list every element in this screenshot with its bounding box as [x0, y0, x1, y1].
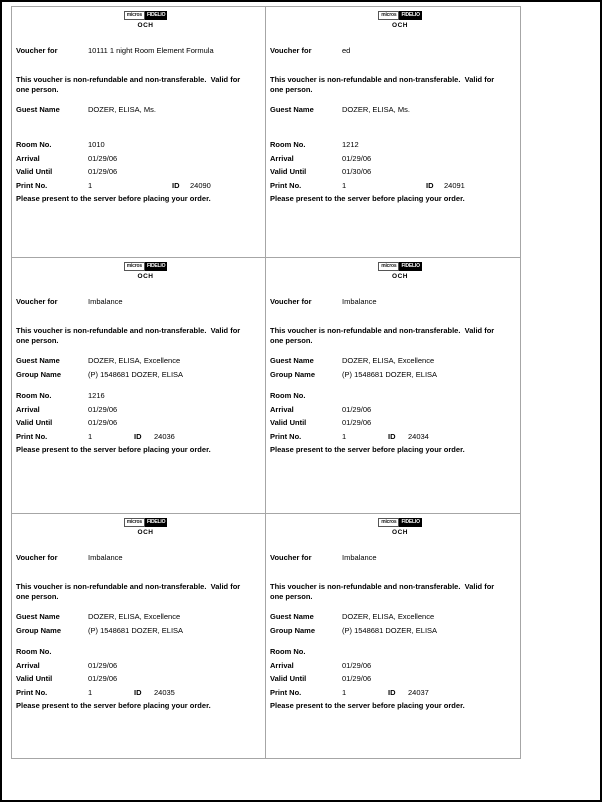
- valid-until-label: Valid Until: [16, 674, 53, 683]
- group-name-label: Group Name: [16, 369, 62, 379]
- terms-line1: This voucher is non-refundable and non-transferable. Valid for: [16, 75, 241, 84]
- property-code: OCH: [392, 273, 408, 280]
- property-code: OCH: [137, 529, 154, 536]
- print-no-row: [12, 433, 265, 443]
- valid-until-row: [266, 168, 520, 178]
- brand-header: [12, 262, 265, 281]
- valid-until-row: [266, 419, 520, 429]
- voucher-for-row: [266, 298, 520, 308]
- property-code: OCH: [137, 273, 154, 280]
- arrival-value: 01/29/06: [342, 153, 372, 163]
- guest-name-row: [266, 106, 520, 116]
- print-no-value: 1: [342, 687, 347, 697]
- group-name-value: (P) 1548681 DOZER, ELISA: [342, 369, 438, 379]
- room-no-label: Room No.: [270, 140, 306, 149]
- group-name-value: (P) 1548681 DOZER, ELISA: [88, 369, 184, 379]
- group-name-label: Group Name: [270, 625, 316, 635]
- print-no-value: 1: [88, 687, 93, 697]
- voucher-for-value: Imbalance: [342, 553, 377, 562]
- print-no-row: [266, 689, 520, 699]
- micros-fidelio-logo-icon: [378, 518, 422, 527]
- guest-name-value: DOZER, ELISA, Excellence: [342, 612, 435, 621]
- micros-fidelio-logo-icon: [124, 262, 168, 271]
- arrival-label: Arrival: [16, 404, 40, 414]
- arrival-row: [266, 662, 520, 672]
- valid-until-row: [266, 675, 520, 685]
- group-name-row: [12, 371, 265, 381]
- valid-until-label: Valid Until: [16, 167, 53, 176]
- print-no-row: [266, 433, 520, 443]
- terms-text: [16, 582, 259, 601]
- footer-note: Please present to the server before placing your order.: [270, 445, 465, 454]
- voucher-for-value: Imbalance: [88, 553, 123, 562]
- terms-line1: This voucher is non-refundable and non-transferable. Valid for: [16, 582, 241, 591]
- room-no-value: 1212: [342, 140, 359, 149]
- terms-line1: This voucher is non-refundable and non-transferable. Valid for: [270, 326, 495, 335]
- guest-name-value: DOZER, ELISA, Excellence: [342, 356, 435, 365]
- valid-until-value: 01/29/06: [342, 674, 372, 683]
- footer-note: Please present to the server before placing your order.: [16, 194, 211, 203]
- valid-until-value: 01/29/06: [88, 167, 118, 176]
- guest-name-label: Guest Name: [16, 612, 60, 621]
- room-no-label: Room No.: [16, 391, 52, 400]
- room-no-value: 1010: [88, 140, 105, 149]
- voucher-for-value: ed: [342, 46, 351, 55]
- terms-line1: This voucher is non-refundable and non-transferable. Valid for: [16, 326, 241, 335]
- id-value: 24035: [154, 687, 175, 697]
- micros-fidelio-logo-icon: [378, 262, 422, 271]
- id-label: ID: [172, 180, 180, 190]
- arrival-value: 01/29/06: [342, 660, 372, 670]
- room-no-label: Room No.: [16, 647, 52, 656]
- id-label: ID: [134, 687, 142, 697]
- valid-until-value: 01/29/06: [88, 418, 118, 427]
- brand-header: [12, 11, 265, 30]
- guest-name-value: DOZER, ELISA, Ms.: [342, 105, 410, 114]
- guest-name-label: Guest Name: [270, 612, 314, 621]
- print-no-row: [12, 689, 265, 699]
- print-no-label: Print No.: [270, 431, 302, 441]
- print-no-label: Print No.: [270, 687, 302, 697]
- logo-micros: micros: [378, 518, 399, 527]
- valid-until-label: Valid Until: [270, 418, 307, 427]
- group-name-value: (P) 1548681 DOZER, ELISA: [342, 625, 438, 635]
- valid-until-row: [12, 168, 265, 178]
- room-no-row: [266, 141, 520, 151]
- group-name-row: [266, 371, 520, 381]
- logo-micros: micros: [124, 518, 145, 527]
- terms-line2: one person.: [270, 591, 313, 601]
- arrival-label: Arrival: [270, 404, 294, 414]
- valid-until-row: [12, 419, 265, 429]
- print-no-value: 1: [88, 431, 93, 441]
- voucher-for-value: Imbalance: [342, 297, 377, 306]
- voucher-for-label: Voucher for: [270, 553, 312, 562]
- guest-name-value: DOZER, ELISA, Excellence: [88, 612, 181, 621]
- arrival-row: [12, 155, 265, 165]
- logo-micros: micros: [124, 262, 145, 271]
- guest-name-row: [12, 106, 265, 116]
- terms-text: [16, 75, 259, 94]
- arrival-value: 01/29/06: [88, 660, 118, 670]
- voucher-card: [12, 258, 266, 514]
- id-value: 24091: [444, 180, 465, 190]
- voucher-for-row: [266, 47, 520, 57]
- guest-name-label: Guest Name: [270, 356, 314, 365]
- voucher-for-value: 10111 1 night Room Element Formula: [88, 46, 214, 55]
- voucher-for-row: [12, 298, 265, 308]
- logo-micros: micros: [378, 11, 399, 20]
- voucher-card: [266, 258, 520, 514]
- voucher-for-label: Voucher for: [270, 297, 312, 306]
- voucher-for-value: Imbalance: [88, 297, 123, 306]
- id-label: ID: [134, 431, 142, 441]
- valid-until-label: Valid Until: [270, 167, 307, 176]
- valid-until-row: [12, 675, 265, 685]
- logo-fidelio: FIDELIO: [401, 263, 420, 269]
- footer-note: Please present to the server before placing your order.: [16, 701, 211, 710]
- room-no-row: [266, 392, 520, 402]
- guest-name-row: [266, 357, 520, 367]
- brand-header: [266, 262, 520, 281]
- id-value: 24036: [154, 431, 175, 441]
- logo-fidelio: FIDELIO: [401, 12, 420, 18]
- valid-until-value: 01/30/06: [342, 167, 372, 176]
- voucher-for-row: [12, 47, 265, 57]
- arrival-label: Arrival: [270, 660, 294, 670]
- micros-fidelio-logo-icon: [124, 518, 168, 527]
- guest-name-value: DOZER, ELISA, Ms.: [88, 105, 156, 114]
- logo-fidelio: FIDELIO: [146, 12, 166, 18]
- id-label: ID: [388, 431, 396, 441]
- logo-fidelio: FIDELIO: [146, 519, 166, 525]
- micros-fidelio-logo-icon: [124, 11, 168, 20]
- guest-name-row: [12, 613, 265, 623]
- footer-note: Please present to the server before placing your order.: [270, 194, 465, 203]
- brand-header: [266, 518, 520, 537]
- arrival-value: 01/29/06: [88, 153, 118, 163]
- voucher-card: [12, 7, 266, 258]
- id-value: 24034: [408, 431, 429, 441]
- print-no-row: [12, 182, 265, 192]
- arrival-row: [12, 406, 265, 416]
- print-no-label: Print No.: [16, 180, 48, 190]
- arrival-label: Arrival: [16, 153, 40, 163]
- valid-until-label: Valid Until: [270, 674, 307, 683]
- group-name-value: (P) 1548681 DOZER, ELISA: [88, 625, 184, 635]
- property-code: OCH: [392, 529, 408, 536]
- brand-header: [12, 518, 265, 537]
- voucher-card: [266, 7, 520, 258]
- terms-line2: one person.: [16, 84, 59, 94]
- voucher-for-label: Voucher for: [16, 46, 58, 55]
- voucher-for-row: [12, 554, 265, 564]
- terms-text: [270, 75, 514, 94]
- arrival-label: Arrival: [16, 660, 40, 670]
- guest-name-label: Guest Name: [16, 105, 60, 114]
- print-no-row: [266, 182, 520, 192]
- brand-header: [266, 11, 520, 30]
- room-no-row: [12, 141, 265, 151]
- arrival-row: [266, 155, 520, 165]
- valid-until-label: Valid Until: [16, 418, 53, 427]
- arrival-value: 01/29/06: [88, 404, 118, 414]
- voucher-for-label: Voucher for: [270, 46, 312, 55]
- terms-line2: one person.: [16, 591, 59, 601]
- arrival-row: [266, 406, 520, 416]
- logo-micros: micros: [124, 11, 145, 20]
- arrival-label: Arrival: [270, 153, 294, 163]
- guest-name-label: Guest Name: [16, 356, 60, 365]
- arrival-row: [12, 662, 265, 672]
- print-no-label: Print No.: [16, 687, 48, 697]
- valid-until-value: 01/29/06: [88, 674, 118, 683]
- print-no-value: 1: [342, 431, 347, 441]
- room-no-label: Room No.: [270, 647, 306, 656]
- room-no-row: [12, 648, 265, 658]
- room-no-label: Room No.: [16, 140, 52, 149]
- property-code: OCH: [392, 22, 408, 29]
- id-value: 24037: [408, 687, 429, 697]
- guest-name-value: DOZER, ELISA, Excellence: [88, 356, 181, 365]
- room-no-row: [266, 648, 520, 658]
- footer-note: Please present to the server before placing your order.: [270, 701, 465, 710]
- terms-line2: one person.: [16, 335, 59, 345]
- room-no-value: 1216: [88, 391, 105, 400]
- group-name-label: Group Name: [270, 369, 316, 379]
- footer-note: Please present to the server before placing your order.: [16, 445, 211, 454]
- micros-fidelio-logo-icon: [378, 11, 422, 20]
- group-name-row: [12, 627, 265, 637]
- voucher-for-label: Voucher for: [16, 553, 58, 562]
- arrival-value: 01/29/06: [342, 404, 372, 414]
- print-no-label: Print No.: [16, 431, 48, 441]
- voucher-for-label: Voucher for: [16, 297, 58, 306]
- terms-line2: one person.: [270, 335, 313, 345]
- group-name-label: Group Name: [16, 625, 62, 635]
- terms-line1: This voucher is non-refundable and non-transferable. Valid for: [270, 582, 495, 591]
- voucher-grid: [11, 6, 521, 759]
- voucher-for-row: [266, 554, 520, 564]
- print-no-value: 1: [88, 180, 93, 190]
- terms-line1: This voucher is non-refundable and non-transferable. Valid for: [270, 75, 495, 84]
- room-no-label: Room No.: [270, 391, 306, 400]
- print-no-value: 1: [342, 180, 347, 190]
- guest-name-label: Guest Name: [270, 105, 314, 114]
- terms-line2: one person.: [270, 84, 313, 94]
- valid-until-value: 01/29/06: [342, 418, 372, 427]
- room-no-row: [12, 392, 265, 402]
- terms-text: [270, 582, 514, 601]
- voucher-card: [266, 514, 520, 758]
- logo-fidelio: FIDELIO: [146, 263, 166, 269]
- id-label: ID: [388, 687, 396, 697]
- id-value: 24090: [190, 180, 211, 190]
- print-no-label: Print No.: [270, 180, 302, 190]
- logo-micros: micros: [378, 262, 399, 271]
- logo-fidelio: FIDELIO: [401, 519, 420, 525]
- terms-text: [16, 326, 259, 345]
- guest-name-row: [12, 357, 265, 367]
- id-label: ID: [426, 180, 434, 190]
- guest-name-row: [266, 613, 520, 623]
- property-code: OCH: [137, 22, 154, 29]
- terms-text: [270, 326, 514, 345]
- voucher-card: [12, 514, 266, 758]
- group-name-row: [266, 627, 520, 637]
